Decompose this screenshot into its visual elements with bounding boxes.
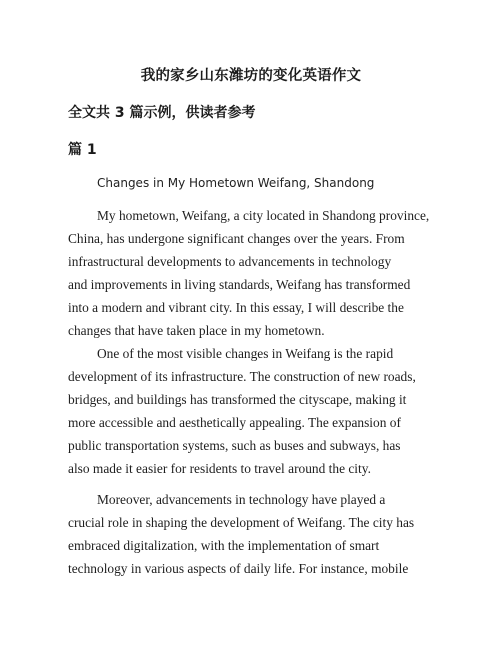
paragraph-1 (68, 204, 434, 342)
paragraph-line: My hometown, Weifang, a city located in Shandong province, (97, 208, 430, 223)
paragraph-line: Moreover, advancements in technology have played a (97, 492, 386, 507)
paragraph-line: embraced digitalization, with the implementation of smart (68, 538, 380, 553)
paragraph-line: infrastructural developments to advancements in technology (68, 254, 392, 269)
paragraph-line: crucial role in shaping the development of Weifang. The city has (68, 515, 415, 530)
paragraph-line: into a modern and vibrant city. In this essay, I will describe the (68, 300, 404, 315)
paragraph-line: changes that have taken place in my hometown. (68, 323, 325, 338)
document-subtitle: 全文共 3 篇示例，供读者参考 (68, 105, 256, 121)
paragraph-line: China, has undergone significant changes over the years. From (68, 231, 405, 246)
paragraph-2 (68, 342, 434, 480)
paragraph-line: bridges, and buildings has transformed the cityscape, making it (68, 392, 407, 407)
paragraph-line: more accessible and aesthetically appealing. The expansion of (68, 415, 401, 430)
section-heading: 篇 1 (68, 142, 97, 158)
paragraph-line: and improvements in living standards, Weifang has transformed (68, 277, 411, 292)
document-title: 我的家乡山东潍坊的变化英语作文 (140, 68, 362, 84)
paragraph-line: public transportation systems, such as buses and subways, has (68, 438, 401, 453)
paragraph-line: technology in various aspects of daily life. For instance, mobile (68, 561, 409, 576)
paragraph-3 (68, 488, 434, 580)
paragraph-line: One of the most visible changes in Weifang is the rapid (97, 346, 394, 361)
essay-title: Changes in My Hometown Weifang, Shandong (97, 176, 375, 190)
paragraph-line: also made it easier for residents to travel around the city. (68, 461, 371, 476)
paragraph-line: development of its infrastructure. The construction of new roads, (68, 369, 416, 384)
